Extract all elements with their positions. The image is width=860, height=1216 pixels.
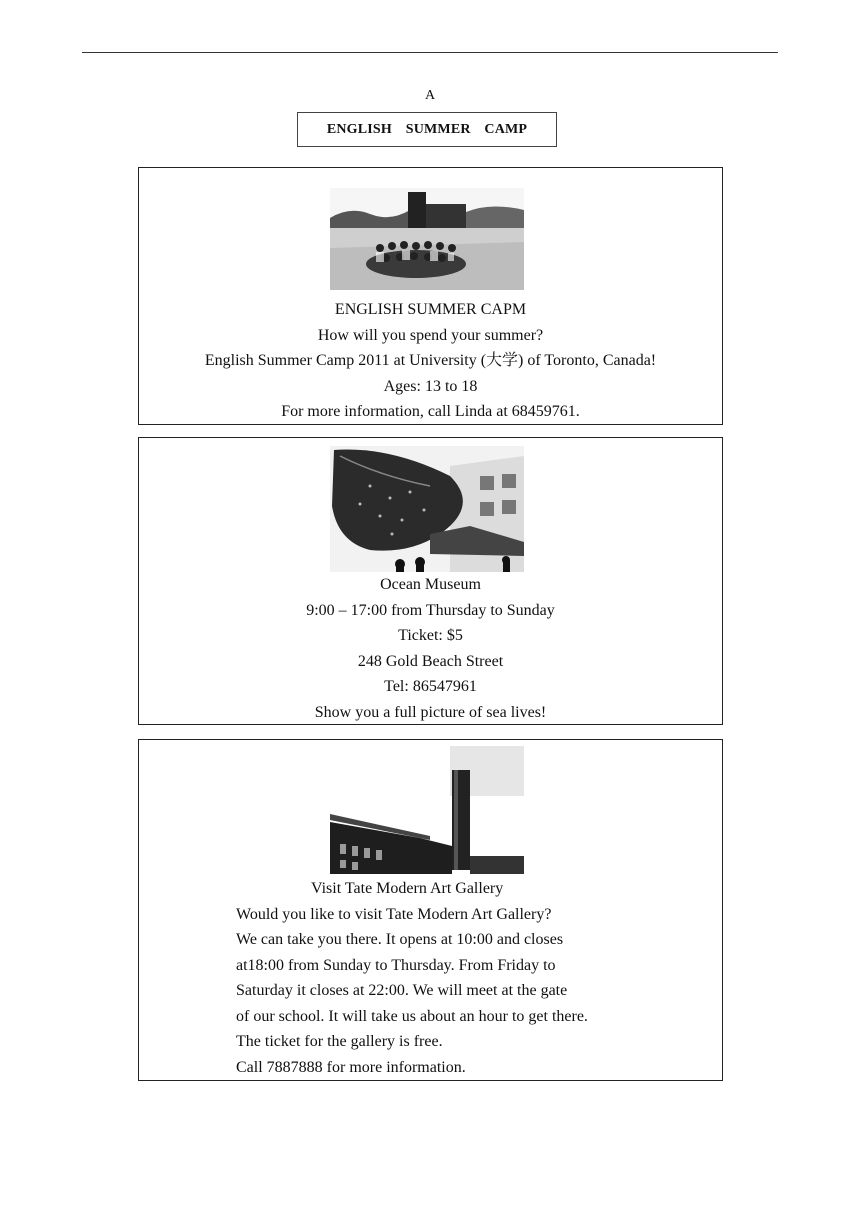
ad-text-lines xyxy=(139,572,722,725)
ad-heading: ENGLISH SUMMER CAPM xyxy=(334,301,527,318)
header-rule xyxy=(82,52,778,53)
ad-text-lines xyxy=(139,297,722,425)
ad-text-lines xyxy=(139,876,722,1080)
ad-line: of our school. It will take us about an hour to get there. xyxy=(236,1007,588,1025)
ad-line: The ticket for the gallery is free. xyxy=(236,1033,443,1050)
ad-line: We can take you there. It opens at 10:00 and closes xyxy=(236,931,564,948)
ad-line: Tel: 86547961 xyxy=(384,678,477,695)
ad-line: Ages: 13 to 18 xyxy=(383,377,478,395)
ad-line: Show you a full picture of sea lives! xyxy=(314,703,547,721)
ad-english-summer-camp xyxy=(138,167,723,425)
ad-line: Ticket: $5 xyxy=(398,627,463,644)
group-photo-image xyxy=(330,188,524,290)
ad-line: How will you spend your summer? xyxy=(317,326,544,344)
section-letter: A xyxy=(424,88,436,103)
ad-line: Saturday it closes at 22:00. We will meet at the gate xyxy=(236,982,568,999)
ad-line: English Summer Camp 2011 at University (大学) of Toronto, Canada! xyxy=(204,352,657,369)
ad-heading: Visit Tate Modern Art Gallery xyxy=(311,880,504,897)
ad-line: 248 Gold Beach Street xyxy=(357,652,504,670)
ad-ocean-museum xyxy=(138,437,723,725)
ad-line: For more information, call Linda at 68459761. xyxy=(281,403,580,420)
ad-tate-modern xyxy=(138,739,723,1081)
ad-line: Would you like to visit Tate Modern Art Gallery? xyxy=(236,905,552,923)
page-title: ENGLISH SUMMER CAMP xyxy=(297,112,557,147)
ad-line: at18:00 from Sunday to Thursday. From Friday to xyxy=(236,956,556,974)
tate-modern-image xyxy=(330,746,524,874)
ad-line: Call 7887888 for more information. xyxy=(236,1058,466,1076)
ocean-museum-image xyxy=(330,446,524,572)
ad-line: 9:00 – 17:00 from Thursday to Sunday xyxy=(306,601,555,619)
ad-heading: Ocean Museum xyxy=(380,576,481,593)
